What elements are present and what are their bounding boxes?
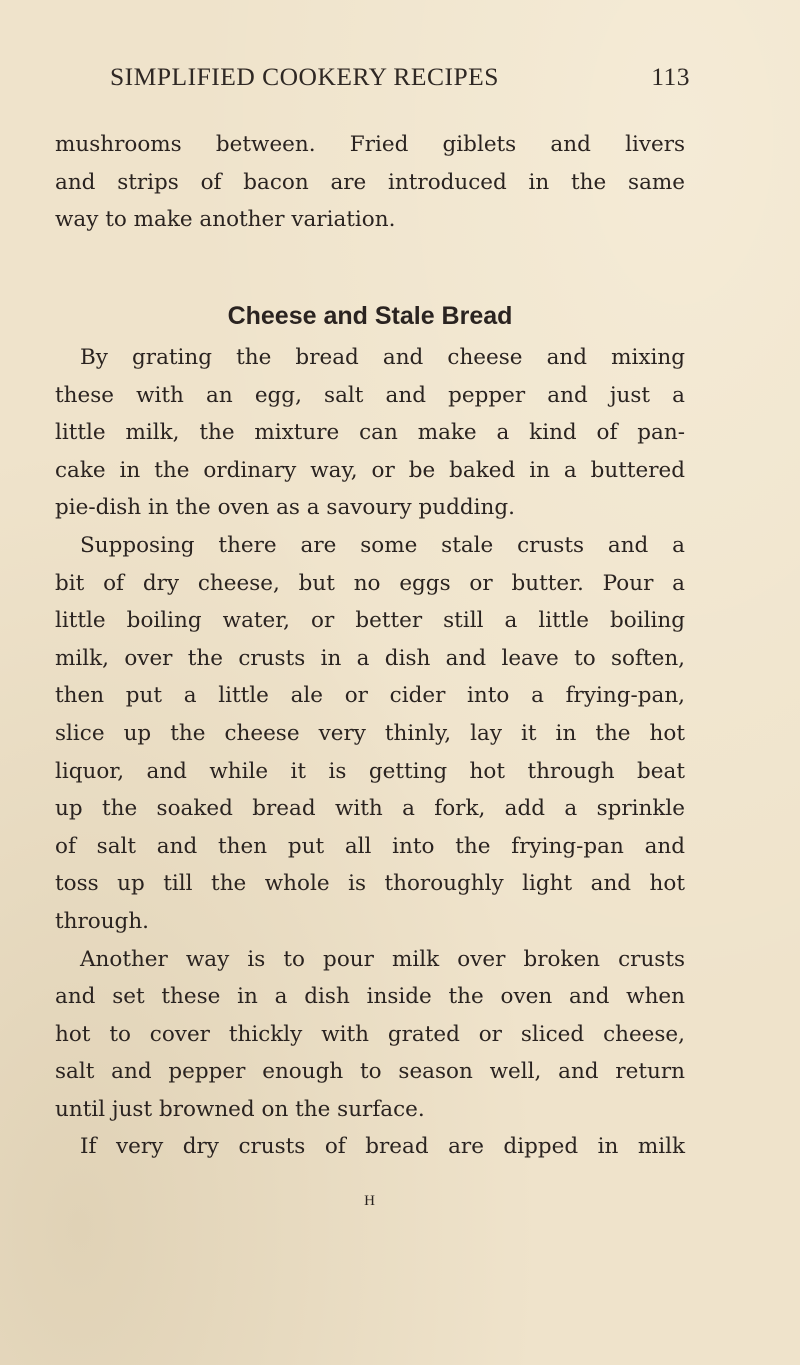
text-line: Another way is to pour milk over broken crusts xyxy=(80,946,685,972)
text-line: cake in the ordinary way, or be baked in a buttered xyxy=(55,457,685,483)
text-line: these with an egg, salt and pepper and just a xyxy=(55,382,685,408)
signature-mark: H xyxy=(364,1193,376,1209)
recipe-body xyxy=(55,339,685,1166)
text-line: If very dry crusts of bread are dipped in milk xyxy=(80,1134,685,1160)
running-head xyxy=(110,62,690,102)
text-line: then put a little ale or cider into a frying-pan, xyxy=(55,683,685,709)
text-line: salt and pepper enough to season well, and return xyxy=(55,1059,685,1085)
page-number: 113 xyxy=(651,62,690,91)
text-line: little milk, the mixture can make a kind of pan- xyxy=(55,420,685,446)
text-line: and strips of bacon are introduced in the same xyxy=(55,169,685,195)
section-heading: Cheese and Stale Bread xyxy=(227,302,513,330)
text-line: through. xyxy=(55,908,149,934)
text-line: By grating the bread and cheese and mixing xyxy=(80,345,685,370)
text-line: milk, over the crusts in a dish and leave to soften, xyxy=(55,645,685,671)
text-line: up the soaked bread with a fork, add a sprinkle xyxy=(55,796,685,822)
text-line: and set these in a dish inside the oven and when xyxy=(55,984,685,1010)
text-line: pie-dish in the oven as a savoury pudding. xyxy=(55,495,515,521)
text-line: little boiling water, or better still a little boiling xyxy=(55,608,685,634)
text-line: slice up the cheese very thinly, lay it in the hot xyxy=(55,720,685,746)
text-line: mushrooms between. Fried giblets and livers xyxy=(55,132,685,157)
intro-paragraph xyxy=(55,126,685,239)
text-line: liquor, and while it is getting hot through beat xyxy=(55,758,685,784)
text-line: until just browned on the surface. xyxy=(55,1096,425,1122)
text-line: bit of dry cheese, but no eggs or butter. Pour a xyxy=(55,570,685,596)
text-line: of salt and then put all into the frying-pan and xyxy=(55,833,685,859)
text-line: hot to cover thickly with grated or sliced cheese, xyxy=(55,1021,685,1047)
text-line: Supposing there are some stale crusts and a xyxy=(80,532,685,558)
text-line: toss up till the whole is thoroughly light and hot xyxy=(55,871,685,897)
text-line: way to make another variation. xyxy=(55,207,396,233)
running-head-title: SIMPLIFIED COOKERY RECIPES xyxy=(110,62,499,91)
